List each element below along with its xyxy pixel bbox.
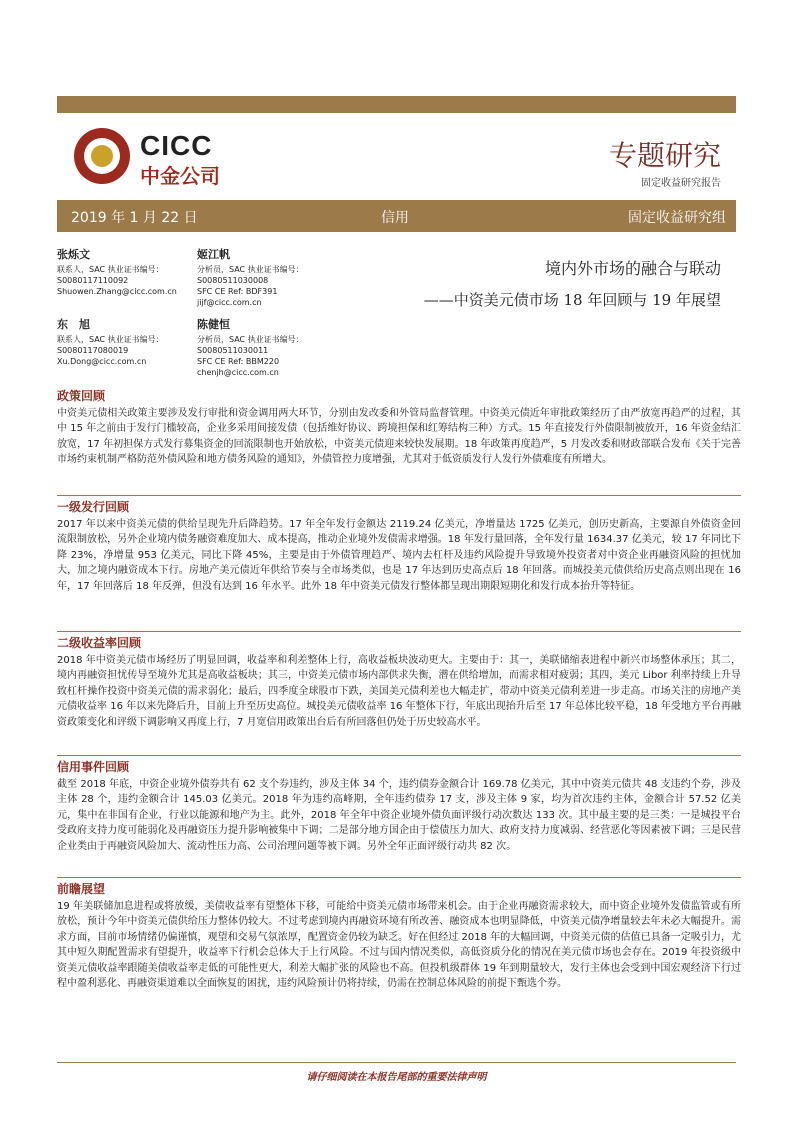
author-sfc: SFC CE Ref: BDF391 bbox=[197, 287, 278, 296]
section-body: 2018 年中资美元债市场经历了明显回调，收益率和利差整体上行，高收益板块波动更大。主要由于：其一，美联储缩表进程中新兴市场整体承压；其二，境内再融资担忧传导至境外尤其是高收益板块；其三，中资美元债市场内部供求失衡，潜在供给增加，而需求相对疲弱；其四，美元 Libor 利率持续上升导致杠杆操作投资中资美元债的需求弱化；最后，四季度全球股市下跌，美国美元债利差也大幅走扩，带动中资美元债利差进一步走高。市场关注的房地产美元债收益率 16 年以来先降后升，目前上升至历史高位。城投美元债收益率 16 年整体下行，年底出现抬升后至 17 年总体比较平稳，18 年受地方平台再融资政策变化和评级下调影响又再度上行，7 月宽信用政策出台后有所回落但仍处于历史较高水平。 bbox=[57, 655, 741, 728]
report-type: 专题研究 bbox=[608, 139, 721, 172]
section-secondary bbox=[57, 631, 741, 730]
logo-text-en: CICC bbox=[140, 130, 213, 161]
report-date: 2019 年 1 月 22 日 bbox=[71, 210, 198, 226]
author-role: 分析员，SAC 执业证书编号： bbox=[197, 265, 304, 274]
author-sfc: SFC CE Ref: BBM220 bbox=[197, 357, 280, 366]
top-banner bbox=[57, 96, 736, 113]
section-body: 中资美元债相关政策主要涉及发行审批和资金调用两大环节，分别由发改委和外管局监督管理。中资美元债近年审批政策经历了由严放宽再趋严的过程，其中 15 年之前由于发行门槛较高，企业多采用间接发债（包括维好协议、跨境担保和红筹结构三种）方式。15 年直接发行外债限制被放开，16 年资金结汇放宽，17 年初担保方式发行募集资金的回流限制也开始放松，中资美元债迎来较快发展期。18 年政策再度趋严，5 月发改委和财政部联合发布《关于完善市场约束机制严格防范外债风险和地方债务风险的通知》，外债管控力度增强，尤其对于低资质发行人发行外债难度有所增大。 bbox=[57, 408, 741, 466]
author-sac: S0080511030008 bbox=[197, 276, 269, 285]
author-name: 张烁文 bbox=[57, 248, 90, 261]
headline-subtitle: ——中资美元债市场 18 年回顾与 19 年展望 bbox=[423, 291, 721, 309]
section-body: 截至 2018 年底，中资企业境外债券共有 62 支个券违约，涉及主体 34 个，违约债券金额合计 169.78 亿美元，其中中资美元债共 48 支违约个券，涉及主体 28 个，违约金额合计 145.03 亿美元。2018 年为违约高峰期，全年违约债券 17 支，涉及主体 9 家，均为首次违约主体，金额合计 57.52 亿美元，集中在非国有企业，行业以能源和地产为主。此外，2018 年全年中资企业境外债负面评级行动次数达 133 次。其中最主要的是三类：一是城投平台受政府支持力度可能弱化及再融资压力提升影响被集中下调；二是部分地方国企由于偿债压力加大、政府支持力度减弱、经营恶化等因素被下调；三是民营企业类由于再融资风险加大、流动性压力高、公司治理问题等被下调。另外全年正面评级行动共 82 次。 bbox=[57, 779, 741, 852]
report-subtype: 固定收益研究报告 bbox=[641, 178, 721, 189]
legal-notice: 请仔细阅读在本报告尾部的重要法律声明 bbox=[306, 1072, 487, 1083]
section-title: 二级收益率回顾 bbox=[57, 636, 142, 650]
headline-title: 境内外市场的融合与联动 bbox=[544, 259, 721, 278]
section-title: 政策回顾 bbox=[57, 389, 106, 403]
footer-rule bbox=[57, 1062, 736, 1063]
section-title: 一级发行回顾 bbox=[57, 500, 130, 514]
section-policy bbox=[57, 387, 741, 468]
author-card bbox=[57, 248, 197, 297]
author-card bbox=[57, 318, 197, 367]
section-outlook bbox=[57, 877, 741, 991]
section-primary bbox=[57, 495, 741, 594]
logo-emblem-icon bbox=[74, 128, 130, 184]
author-role: 联系人，SAC 执业证书编号： bbox=[57, 265, 164, 274]
author-sac: S0080117080019 bbox=[57, 346, 129, 355]
research-group: 固定收益研究组 bbox=[628, 210, 726, 226]
section-title: 信用事件回顾 bbox=[57, 760, 130, 774]
author-sac: S0080511030011 bbox=[197, 346, 269, 355]
author-role: 分析员，SAC 执业证书编号： bbox=[197, 335, 304, 344]
logo-text-cn: 中金公司 bbox=[140, 164, 220, 188]
author-sac: S0080117110092 bbox=[57, 276, 129, 285]
author-card bbox=[197, 318, 337, 378]
section-title: 前瞻展望 bbox=[57, 882, 106, 896]
author-email[interactable]: Shuowen.Zhang@cicc.com.cn bbox=[57, 287, 177, 296]
author-email[interactable]: Xu.Dong@cicc.com.cn bbox=[57, 357, 147, 366]
author-role: 联系人，SAC 执业证书编号： bbox=[57, 335, 164, 344]
report-category: 信用 bbox=[381, 210, 409, 226]
author-name: 姬江帆 bbox=[197, 248, 230, 261]
author-card bbox=[197, 248, 337, 308]
section-body: 2017 年以来中资美元债的供给呈现先升后降趋势。17 年全年发行金额达 2119.24 亿美元，净增量达 1725 亿美元，创历史新高，主要源自外债资金回流限制放松，另外企业境内债务融资难度加大、成本提高，推动企业境外发债需求增强。18 年发行量回落，全年发行量 1634.37 亿美元，较 17 年同比下降 23%，净增量 953 亿美元，同比下降 45%，主要是由于外债管理趋严、境内去杠杆及违约风险提升导致境外投资者对中资企业再融资风险的担忧加大，加之境内融资成本下行。房地产美元债近年供给节奏与全市场类似，也是 17 年达到历史高点后 18 年回落。而城投美元债供给历史高点则出现在 16 年，17 年回落后 18 年反弹，但没有达到 16 年水平。此外 18 年中资美元债发行整体都呈现出期限短期化和发行成本抬升等特征。 bbox=[57, 519, 741, 592]
headline bbox=[424, 256, 721, 310]
section-body: 19 年美联储加息进程或将放缓，美债收益率有望整体下移，可能给中资美元债市场带来机会。由于企业再融资需求较大，而中资企业境外发债监管或有所放松，预计今年中资美元债供给压力整体仍较大。不过考虑到境内再融资环境有所改善、融资成本也明显降低，中资美元债净增量较去年未必大幅提升。需求方面，目前市场情绪仍偏谨慎，观望和交易气氛浓厚，配置资金仍较为缺乏。好在但经过 2018 年的大幅回调，中资美元债的估值已具备一定吸引力，尤其中短久期配置需求有望提升，收益率下行机会总体大于上行风险。不过与国内情况类似，高低资质分化的情况在美元债市场也会存在。2019 年投资级中资美元债收益率跟随美债收益率走低的可能性更大，利差大幅扩张的风险也不高。但投机级群体 19 年到期量较大，发行主体也会受到中国宏观经济下行过程中盈利恶化、再融资渠道难以全面恢复的困扰，违约风险预计仍将持续，仍需在控制总体风险的前提下甄选个券。 bbox=[57, 901, 741, 990]
date-bar bbox=[57, 200, 736, 232]
author-email[interactable]: jijf@cicc.com.cn bbox=[197, 298, 262, 307]
author-name: 东 旭 bbox=[57, 318, 90, 331]
section-credit-events bbox=[57, 755, 741, 854]
cicc-logo bbox=[74, 126, 244, 186]
author-email[interactable]: chenjh@cicc.com.cn bbox=[197, 368, 279, 377]
author-name: 陈健恒 bbox=[197, 318, 230, 331]
